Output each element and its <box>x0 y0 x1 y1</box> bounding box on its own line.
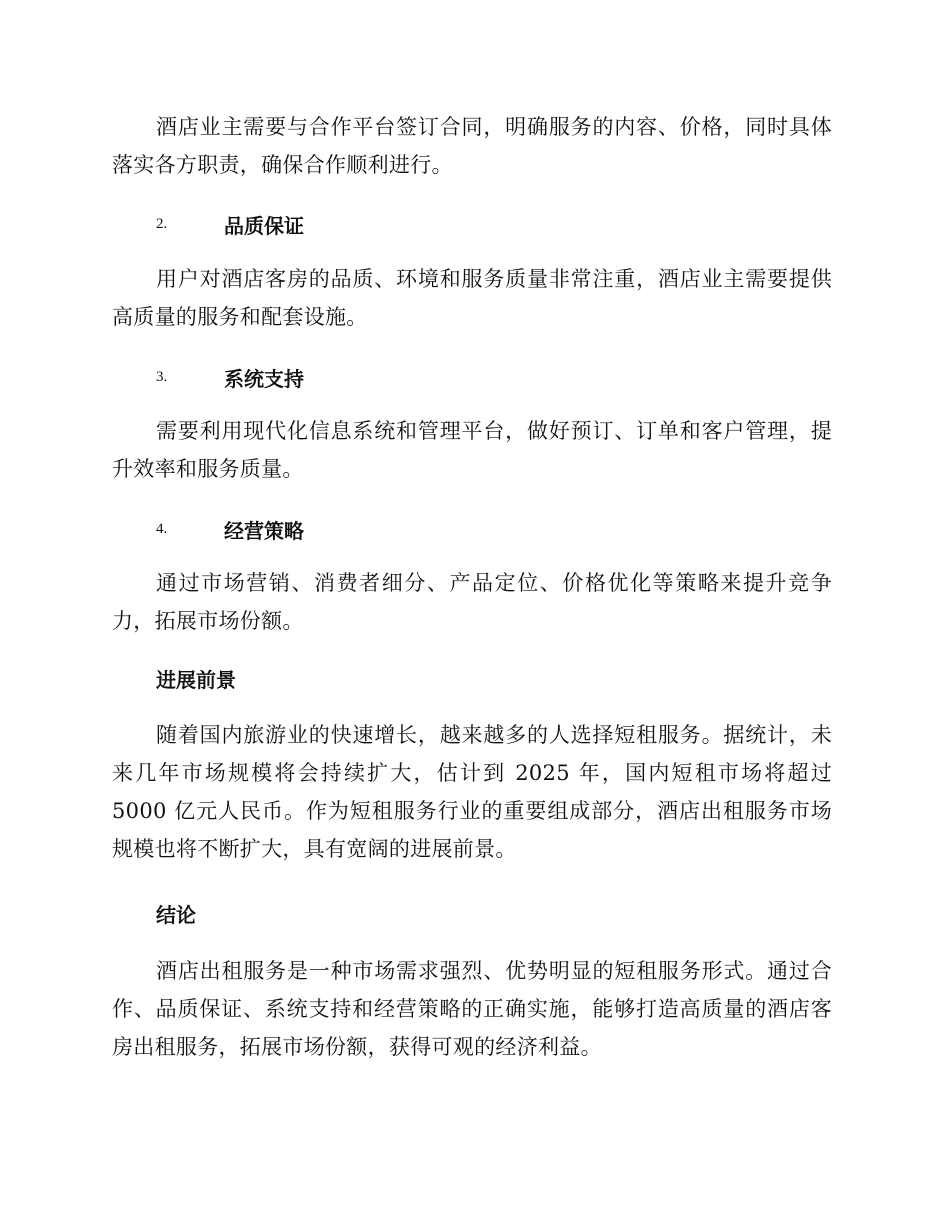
heading-prospects: 进展前景 <box>156 668 236 692</box>
list-item-title: 经营策略 <box>224 518 304 543</box>
list-item-title: 系统支持 <box>224 366 304 391</box>
paragraph-strategy: 通过市场营销、消费者细分、产品定位、价格优化等策略来提升竞争力，拓展市场份额。 <box>112 571 832 633</box>
list-item-number: 3. <box>156 368 168 385</box>
paragraph-prospects: 随着国内旅游业的快速增长，越来越多的人选择短租服务。据统计，未来几年市场规模将会持续扩大，估计到 2025 年，国内短租市场将超过 5000 亿元人民币。作为短租服务行业的重要组成部分，酒店出租服务市场规模也将不断扩大，具有宽阔的进展前景。 <box>112 723 832 861</box>
heading-conclusion: 结论 <box>156 903 196 927</box>
paragraph-quality: 用户对酒店客房的品质、环境和服务质量非常注重，酒店业主需要提供高质量的服务和配套设施。 <box>112 267 832 329</box>
paragraph-conclusion: 酒店出租服务是一种市场需求强烈、优势明显的短租服务形式。通过合作、品质保证、系统支持和经营策略的正确实施，能够打造高质量的酒店客房出租服务，拓展市场份额，获得可观的经济利益。 <box>112 959 832 1059</box>
list-item-number: 2. <box>156 215 168 232</box>
list-item-title: 品质保证 <box>224 213 304 238</box>
paragraph-contract: 酒店业主需要与合作平台签订合同，明确服务的内容、价格，同时具体落实各方职责，确保合作顺利进行。 <box>112 115 832 177</box>
list-item-number: 4. <box>156 520 168 537</box>
list-item-quality <box>156 209 304 239</box>
list-item-system <box>156 362 304 392</box>
list-item-strategy <box>156 514 304 544</box>
paragraph-system: 需要利用现代化信息系统和管理平台，做好预订、订单和客户管理，提升效率和服务质量。 <box>112 419 832 481</box>
